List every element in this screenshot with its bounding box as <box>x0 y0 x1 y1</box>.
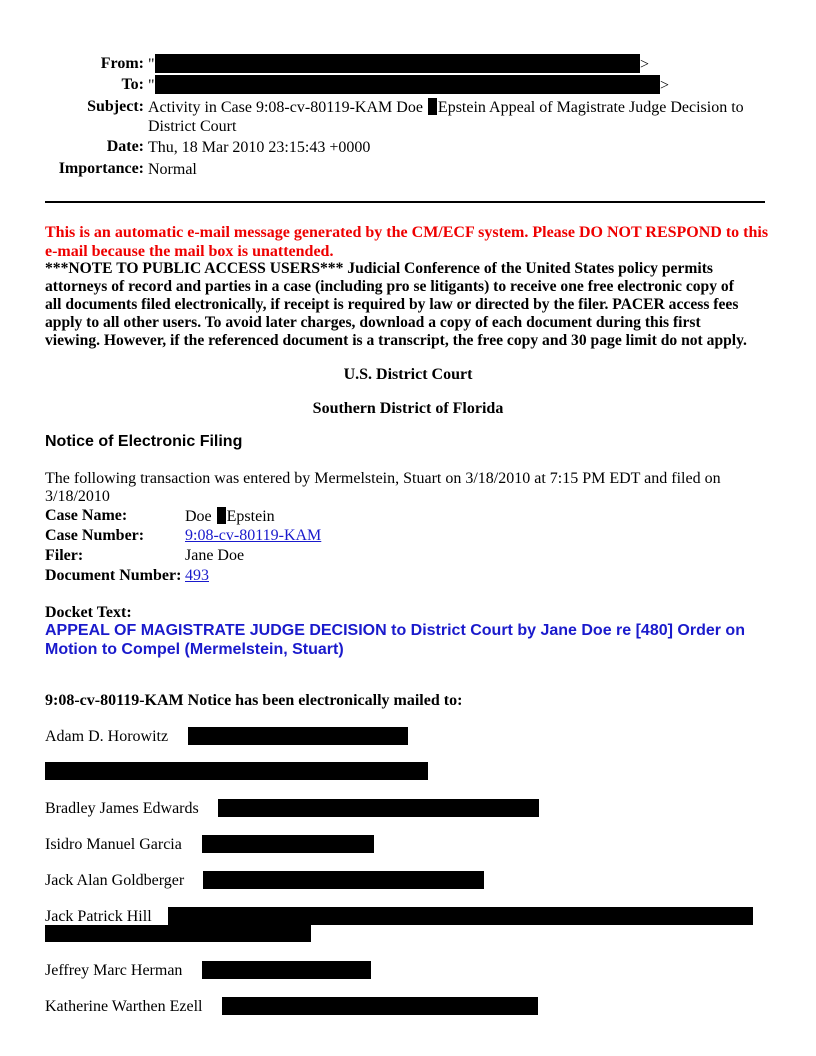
docket-text-line1: APPEAL OF MAGISTRATE JUDGE DECISION to District Court by Jane Doe re [480] Order on <box>45 622 745 639</box>
case-number-label: Case Number: <box>45 527 145 544</box>
transaction-text <box>45 470 785 506</box>
redaction-to <box>155 75 660 94</box>
note-line5: viewing. However, if the referenced document is a transcript, the free copy and 30 page limit do not apply. <box>45 332 747 349</box>
from-label: From: <box>100 55 144 72</box>
note-line3: all documents filed electronically, if receipt is required by law or directed by the filer. PACER access fees <box>45 296 739 313</box>
redaction-recipient-email <box>218 799 539 817</box>
recipient-name: Jeffrey Marc Herman <box>45 962 183 979</box>
date-label: Date: <box>106 138 144 155</box>
redaction-from <box>155 54 640 73</box>
docket-text <box>45 621 785 659</box>
recipient-name: Isidro Manuel Garcia <box>45 836 182 853</box>
note-line1: ***NOTE TO PUBLIC ACCESS USERS*** Judicial Conference of the United States policy permits <box>45 260 713 277</box>
redaction-subject <box>428 98 437 115</box>
docket-text-label: Docket Text: <box>45 604 132 621</box>
recipient-name: Bradley James Edwards <box>45 800 199 817</box>
docket-text-line2: Motion to Compel (Mermelstein, Stuart) <box>45 641 344 658</box>
subject-line1: Activity in Case 9:08-cv-80119-KAM Doe <box>148 99 423 116</box>
header-divider <box>45 201 765 203</box>
importance-label: Importance: <box>58 160 144 177</box>
case-name-b: Epstein <box>226 508 275 525</box>
case-name-value <box>185 507 275 526</box>
court-name: U.S. District Court <box>343 366 473 383</box>
redaction-recipient-email <box>45 762 428 780</box>
public-access-note <box>45 260 785 350</box>
from-end: > <box>640 56 650 73</box>
redaction-recipient-email <box>202 961 371 979</box>
transaction-line2: 3/18/2010 <box>45 488 110 505</box>
warning-line1: This is an automatic e-mail message generated by the CM/ECF system. Please DO NOT RESPOND to this <box>45 224 769 241</box>
document-number-link[interactable]: 493 <box>185 567 209 584</box>
subject-label: Subject: <box>87 98 144 115</box>
transaction-line1: The following transaction was entered by Mermelstein, Stuart on 3/18/2010 at 7:15 PM EDT and filed on <box>45 470 721 487</box>
warning-line2: e-mail because the mail box is unattended. <box>45 243 334 260</box>
case-name-label: Case Name: <box>45 507 128 524</box>
nef-title: Notice of Electronic Filing <box>45 433 243 450</box>
recipient-name: Katherine Warthen Ezell <box>45 998 203 1015</box>
note-line4: apply to all other users. To avoid later charges, download a copy of each document during this first <box>45 314 701 331</box>
district-name: Southern District of Florida <box>312 400 504 417</box>
subject-value <box>148 98 768 136</box>
subject-line1b: Epstein Appeal of Magistrate Judge Decision to <box>437 99 744 116</box>
case-number-link[interactable]: 9:08-cv-80119-KAM <box>185 527 322 544</box>
redaction-recipient-email <box>188 727 408 745</box>
subject-line2: District Court <box>148 118 237 135</box>
notice-heading: 9:08-cv-80119-KAM Notice has been electronically mailed to: <box>45 692 463 709</box>
redaction-recipient-email <box>168 907 753 925</box>
to-label: To: <box>121 76 144 93</box>
case-name-a: Doe <box>185 508 212 525</box>
to-end: > <box>660 77 670 94</box>
redaction-recipient-email <box>203 871 484 889</box>
filer-value: Jane Doe <box>185 547 245 564</box>
redaction-recipient-email <box>202 835 374 853</box>
redaction-recipient-email <box>222 997 538 1015</box>
note-line2: attorneys of record and parties in a case (including pro se litigants) to receive one free electronic copy of <box>45 278 734 295</box>
recipient-name: Adam D. Horowitz <box>45 728 169 745</box>
importance-value: Normal <box>148 161 197 178</box>
warning-text <box>45 223 785 261</box>
from-value: " <box>148 56 155 73</box>
redaction-recipient-email <box>45 925 311 942</box>
recipient-name: Jack Patrick Hill <box>45 908 152 925</box>
redaction-case-name <box>217 507 226 524</box>
date-value: Thu, 18 Mar 2010 23:15:43 +0000 <box>148 139 371 156</box>
document-number-label: Document Number: <box>45 567 182 584</box>
recipient-name: Jack Alan Goldberger <box>45 872 185 889</box>
filer-label: Filer: <box>45 547 84 564</box>
to-value: " <box>148 77 155 94</box>
